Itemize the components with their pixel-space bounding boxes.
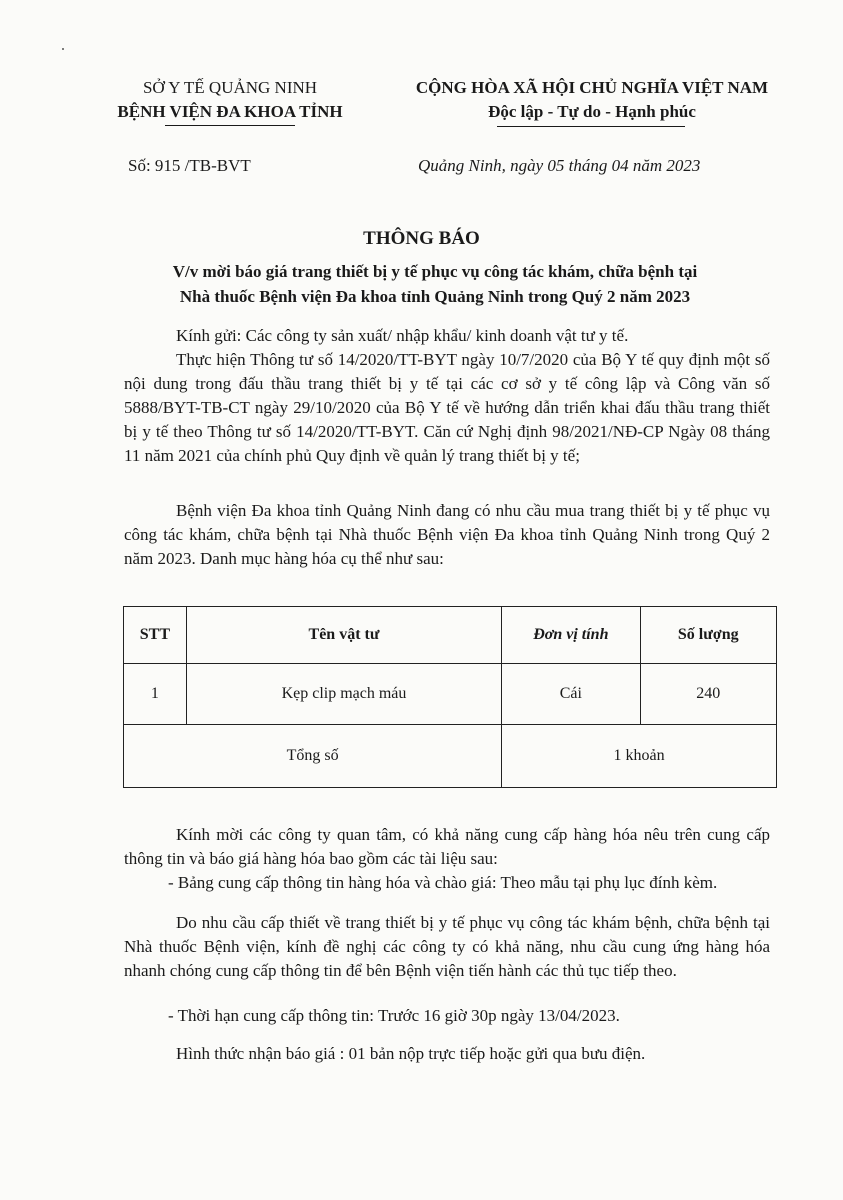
header-quantity: Số lượng: [640, 607, 776, 664]
paragraph-price-form: - Bảng cung cấp thông tin hàng hóa và chào giá: Theo mẫu tại phụ lục đính kèm.: [168, 873, 718, 892]
paragraph-deadline: - Thời hạn cung cấp thông tin: Trước 16 giờ 30p ngày 13/04/2023.: [168, 1006, 620, 1025]
scan-speck: [62, 48, 64, 50]
header-unit: Đơn vị tính: [502, 607, 640, 664]
document-title: THÔNG BÁO: [363, 228, 480, 249]
paragraph-urgency: Do nhu cầu cấp thiết về trang thiết bị y tế phục vụ công tác khám bệnh, chữa bệnh tại Nhà thuốc Bệnh viện, kính đề nghị các công ty có khả năng, nhu cầu cung ứng hàng hóa nhanh chóng cung cấp thông tin để bên Bệnh viện tiến hành các thủ tục tiếp theo.: [124, 913, 770, 980]
header-item-name: Tên vật tư: [186, 607, 501, 664]
document-subject: [110, 259, 760, 309]
issuer-block: [100, 76, 360, 124]
cell-stt: 1: [124, 664, 187, 725]
cell-total-label: Tổng số: [124, 725, 502, 788]
motto-underline: [497, 126, 685, 127]
document-date: Quảng Ninh, ngày 05 tháng 04 năm 2023: [418, 156, 701, 175]
table-row: [124, 664, 777, 725]
paragraph-submission: Hình thức nhận báo giá : 01 bản nộp trực tiếp hoặc gửi qua bưu điện.: [176, 1044, 646, 1063]
national-heading: [385, 76, 799, 124]
table-header-row: [124, 607, 777, 664]
parent-organization: SỞ Y TẾ QUẢNG NINH: [142, 78, 318, 97]
cell-unit: Cái: [502, 664, 640, 725]
national-motto: Độc lập - Tự do - Hạnh phúc: [488, 102, 696, 121]
greeting: Kính gửi: Các công ty sản xuất/ nhập khẩu/ kinh doanh vật tư y tế.: [176, 326, 629, 345]
cell-item-name: Kẹp clip mạch máu: [186, 664, 501, 725]
cell-total-value: 1 khoản: [502, 725, 777, 788]
organization-name: BỆNH VIỆN ĐA KHOA TỈNH: [117, 102, 343, 121]
paragraph-legal-basis: Thực hiện Thông tư số 14/2020/TT-BYT ngày 10/7/2020 của Bộ Y tế quy định một số nội dung trong đấu thầu trang thiết bị y tế tại các cơ sở y tế công lập và Công văn số 5888/BYT-TB-CT ngày 29/10/2020 của Bộ Y tế về hướng dẫn triển khai đấu thầu trang thiết bị y tế theo Thông tư số 14/2020/TT-BYT. Căn cứ Nghị định 98/2021/NĐ-CP Ngày 08 tháng 11 năm 2021 của chính phủ Quy định về quản lý trang thiết bị y tế;: [124, 350, 770, 465]
issuer-underline: [165, 125, 295, 126]
paragraph-need: Bệnh viện Đa khoa tỉnh Quảng Ninh đang có nhu cầu mua trang thiết bị y tế phục vụ công tác khám, chữa bệnh tại Nhà thuốc Bệnh viện Đa khoa tỉnh Quảng Ninh trong Quý 2 năm 2023. Danh mục hàng hóa cụ thể như sau:: [124, 501, 770, 568]
cell-quantity: 240: [640, 664, 776, 725]
subject-line-2: Nhà thuốc Bệnh viện Đa khoa tỉnh Quảng Ninh trong Quý 2 năm 2023: [179, 287, 691, 306]
subject-line-1: V/v mời báo giá trang thiết bị y tế phục vụ công tác khám, chữa bệnh tại: [172, 262, 698, 281]
document-number: Số: 915 /TB-BVT: [128, 156, 251, 175]
header-stt: STT: [124, 607, 187, 664]
paragraph-invitation: Kính mời các công ty quan tâm, có khả năng cung cấp hàng hóa nêu trên cung cấp thông tin và báo giá hàng hóa bao gồm các tài liệu sau:: [124, 825, 770, 868]
items-table: [123, 606, 777, 788]
country-name: CỘNG HÒA XÃ HỘI CHỦ NGHĨA VIỆT NAM: [415, 78, 769, 97]
table-total-row: [124, 725, 777, 788]
